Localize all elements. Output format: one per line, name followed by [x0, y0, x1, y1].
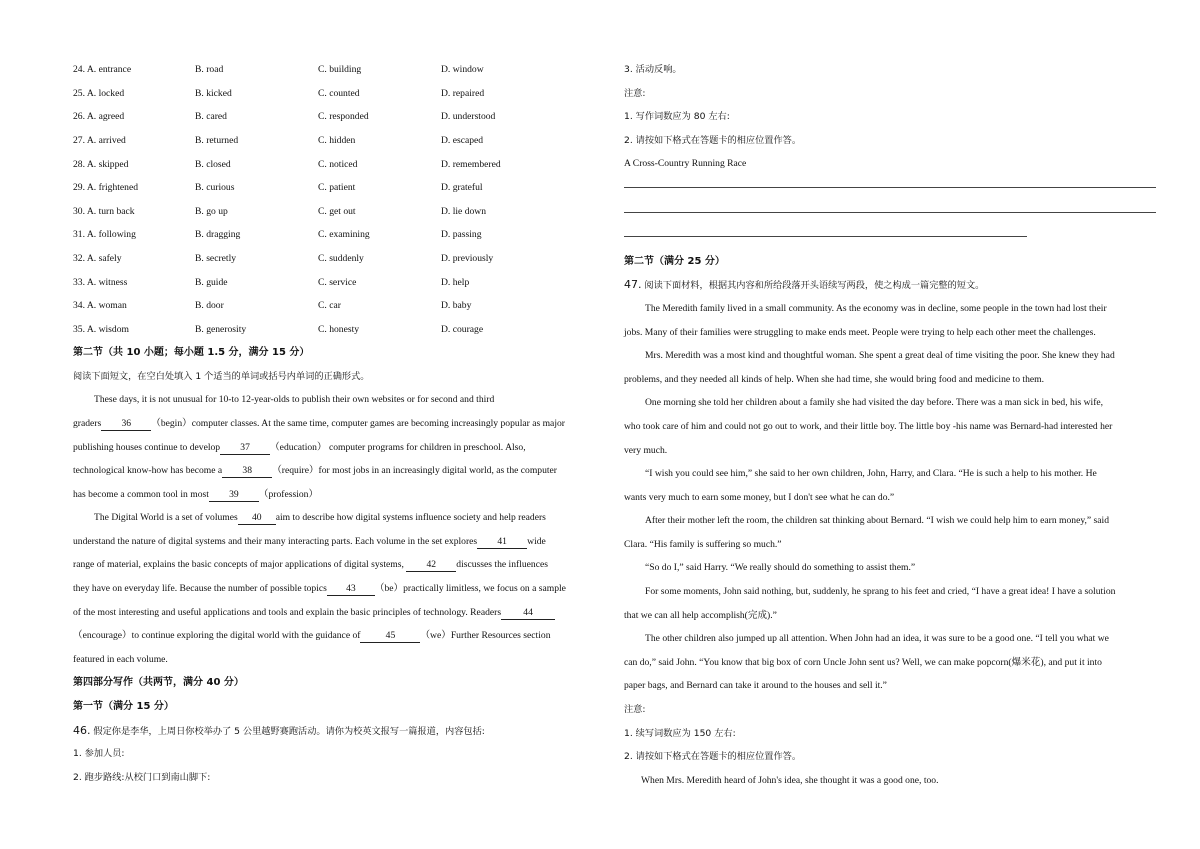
option-d: D. help [441, 276, 470, 288]
option-c: C. get out [318, 205, 356, 217]
passage-line: range of material, explains the basic concepts of major applications of digital systems, 42 discusses the influences [73, 559, 548, 571]
option-d: D. baby [441, 300, 472, 312]
option-c: C. responded [318, 111, 369, 123]
option-b: B. cared [195, 111, 227, 123]
story-line: jobs. Many of their families were struggling to make ends meet. People were trying to help each other meet the challenges. [624, 326, 1096, 338]
options-list [73, 58, 606, 341]
q46-item: 1. 参加人员: [73, 748, 125, 760]
passage-line: （encourage）to continue exploring the digital world with the guidance of 45 （we）Further Resources section [73, 630, 551, 642]
story-line: wants very much to earn some money, but I don't see what he can do.” [624, 491, 895, 503]
note-label: 注意: [624, 87, 646, 99]
passage-line: they have on everyday life. Because the number of possible topics 43 （be）practically limitless, we focus on a sample [73, 583, 566, 595]
story-line: The other children also jumped up all attention. When John had an idea, it was sure to be a good one. “I tell you what we [645, 633, 1109, 645]
option-d: D. passing [441, 229, 482, 241]
passage-line: technological know-how has become a 38 （require）for most jobs in an increasingly digital world, as the computer [73, 465, 558, 477]
option-b: B. guide [195, 276, 228, 288]
blank-37[interactable]: 37 [220, 442, 270, 455]
note-item: 2. 请按如下格式在答题卡的相应位置作答。 [624, 751, 802, 763]
passage-line: The Digital World is a set of volumes 40 aim to describe how digital systems influence society and help readers [94, 512, 546, 524]
option-b: B. closed [195, 158, 231, 170]
note-item: 2. 请按如下格式在答题卡的相应位置作答。 [624, 134, 802, 146]
option-b: B. go up [195, 205, 228, 217]
section2-instruction: 阅读下面短文，在空白处填入 1 个适当的单词或括号内单词的正确形式。 [73, 370, 370, 382]
option-d: D. courage [441, 323, 484, 335]
blank-43[interactable]: 43 [327, 583, 375, 596]
option-c: C. counted [318, 87, 360, 99]
option-c: C. service [318, 276, 357, 288]
option-row [73, 200, 606, 224]
story-line: For some moments, John said nothing, but, suddenly, he sprang to his feet and cried, “I have a great idea! I have a solution [645, 586, 1116, 598]
option-row [73, 105, 606, 129]
option-a: 31. A. following [73, 229, 136, 241]
part4-heading: 第四部分写作（共两节，满分 40 分） [73, 677, 244, 689]
q46-item: 2. 跑步路线:从校门口到南山脚下: [73, 771, 211, 783]
option-row [73, 176, 606, 200]
q47-prompt: 47. 阅读下面材料，根据其内容和所给段落开头语续写两段，使之构成一篇完整的短文。 [624, 278, 985, 292]
option-b: B. kicked [195, 87, 232, 99]
option-c: C. car [318, 300, 341, 312]
option-a: 30. A. turn back [73, 205, 135, 217]
option-d: D. remembered [441, 158, 501, 170]
blank-36[interactable]: 36 [101, 418, 151, 431]
story-line: One morning she told her children about a family she had visited the day before. There was a man sick in bed, his wife, [645, 397, 1104, 409]
passage-line: graders 36 （begin）computer classes. At the same time, computer games are becoming increasingly popular as major [73, 417, 565, 429]
answer-line[interactable] [624, 201, 1156, 213]
note-item: 1. 续写词数应为 150 左右: [624, 727, 736, 739]
option-a: 24. A. entrance [73, 64, 132, 76]
section2-heading: 第二节（共 10 小题；每小题 1.5 分，满分 15 分） [73, 347, 310, 359]
option-d: D. understood [441, 111, 496, 123]
blank-44[interactable]: 44 [501, 607, 555, 620]
blank-40[interactable]: 40 [238, 512, 276, 525]
option-b: B. secretly [195, 253, 237, 265]
option-row [73, 294, 606, 318]
option-a: 25. A. locked [73, 87, 125, 99]
option-b: B. dragging [195, 229, 241, 241]
answer-line[interactable] [624, 225, 1027, 237]
option-c: C. examining [318, 229, 370, 241]
blank-39[interactable]: 39 [209, 489, 259, 502]
blank-42[interactable]: 42 [406, 559, 456, 572]
option-d: D. window [441, 64, 484, 76]
continuation-start: When Mrs. Meredith heard of John's idea, she thought it was a good one, too. [641, 774, 939, 786]
option-c: C. honesty [318, 323, 360, 335]
story-line: Clara. “His family is suffering so much.” [624, 538, 782, 550]
story-line: “I wish you could see him,” she said to her own children, John, Harry, and Clara. “He is such a help to his mother. He [645, 468, 1097, 480]
option-b: B. road [195, 64, 224, 76]
option-row [73, 152, 606, 176]
q46-prompt: 46. 假定你是李华，上周日你校举办了 5 公里越野赛跑活动。请你为校英文报写一篇报道，内容包括: [73, 723, 485, 737]
story-line: problems, and they needed all kinds of help. When she had time, she would bring food and medicine to them. [624, 373, 1044, 385]
passage-line: has become a common tool in most 39 （profession） [73, 488, 319, 500]
option-row [73, 223, 606, 247]
story-line: very much. [624, 444, 668, 456]
option-d: D. escaped [441, 135, 484, 147]
option-b: B. curious [195, 182, 235, 194]
blank-38[interactable]: 38 [222, 465, 272, 478]
story-line: who took care of him and could not go out to work, and their little boy. The little boy -his name was Bernard-had interested her [624, 420, 1113, 432]
right-column [624, 58, 1156, 792]
option-d: D. grateful [441, 182, 483, 194]
q46-item: 3. 活动反响。 [624, 64, 682, 75]
story-line: that we can all help accomplish(完成).” [624, 609, 777, 621]
option-row [73, 318, 606, 342]
option-a: 29. A. frightened [73, 182, 139, 194]
passage-line: These days, it is not unusual for 10-to 12-year-olds to publish their own websites or for second and third [94, 394, 495, 406]
option-a: 35. A. wisdom [73, 323, 129, 335]
option-row [73, 270, 606, 294]
answer-line[interactable] [624, 176, 1156, 188]
story-line: Mrs. Meredith was a most kind and thoughtful woman. She spent a great deal of time visiting the poor. She knew they had [645, 350, 1115, 362]
option-a: 33. A. witness [73, 276, 128, 288]
blank-45[interactable]: 45 [360, 630, 420, 643]
passage-line: understand the nature of digital systems and their many interacting parts. Each volume in the set explores 41 wide [73, 535, 546, 547]
option-c: C. hidden [318, 135, 356, 147]
option-c: C. patient [318, 182, 356, 194]
option-b: B. door [195, 300, 224, 312]
option-row [73, 129, 606, 153]
option-row [73, 58, 606, 82]
option-c: C. suddenly [318, 253, 364, 265]
option-d: D. repaired [441, 87, 485, 99]
section1-heading: 第一节（满分 15 分） [73, 701, 174, 713]
option-row [73, 82, 606, 106]
option-c: C. noticed [318, 158, 358, 170]
option-d: D. lie down [441, 205, 487, 217]
option-a: 32. A. safely [73, 253, 122, 265]
story-line: After their mother left the room, the children sat thinking about Bernard. “I wish we could help him to earn money,” said [645, 515, 1110, 527]
note-item: 1. 写作词数应为 80 左右: [624, 111, 730, 123]
essay-title: A Cross-Country Running Race [624, 158, 747, 170]
option-a: 28. A. skipped [73, 158, 129, 170]
story-line: “So do I,” said Harry. “We really should do something to assist them.” [645, 562, 916, 574]
story-line: paper bags, and Bernard can take it around to the houses and sell it.” [624, 680, 887, 692]
option-a: 26. A. agreed [73, 111, 125, 123]
option-a: 27. A. arrived [73, 135, 126, 147]
option-d: D. previously [441, 253, 494, 265]
left-column [73, 58, 606, 789]
blank-41[interactable]: 41 [477, 536, 527, 549]
option-a: 34. A. woman [73, 300, 127, 312]
note-label: 注意: [624, 704, 646, 716]
passage-line: of the most interesting and useful applications and tools and explain the basic principles of technology. Readers 44 [73, 601, 606, 625]
story-line: The Meredith family lived in a small community. As the economy was in decline, some people in the town had lost their [645, 302, 1107, 314]
section2-heading: 第二节（满分 25 分） [624, 255, 725, 267]
passage-line: publishing houses continue to develop 37 （education） computer programs for children in preschool. Also, [73, 441, 526, 453]
passage-line: featured in each volume. [73, 653, 168, 665]
option-b: B. generosity [195, 323, 247, 335]
option-b: B. returned [195, 135, 239, 147]
option-c: C. building [318, 64, 362, 76]
option-row [73, 247, 606, 271]
story-line: can do,” said John. “You know that big box of corn Uncle John sent us? Well, we can make popcorn(爆米花), and put it into [624, 656, 1102, 668]
